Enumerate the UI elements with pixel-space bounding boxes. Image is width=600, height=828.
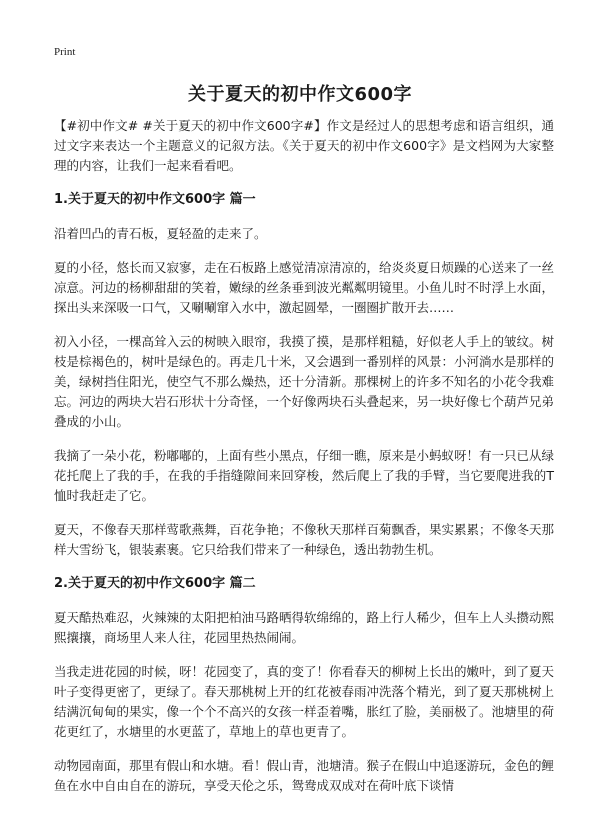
section-paragraph: 我摘了一朵小花，粉嘟嘟的，上面有些小黑点，仔细一瞧，原来是小蚂蚁呀！有一只已从绿花托爬上了我的手，在我的手指缝隙间来回穿梭，然后爬上了我的手臂，当它要爬进我的T恤时我赶走了它。 (54, 448, 555, 503)
section-paragraph: 夏天酷热难忍，火辣辣的太阳把柏油马路晒得软绵绵的，路上行人稀少，但车上人头攒动熙熙攘攘，商场里人来人往，花园里热热闹闹。 (54, 610, 555, 645)
article-body (54, 116, 554, 810)
section-2 (54, 574, 554, 796)
section-paragraph: 当我走进花园的时候，呀！花园变了，真的变了！你看春天的柳树上长出的嫩叶，到了夏天叶子变得更密了，更绿了。春天那桃树上开的红花被春雨冲洗落个精光，到了夏天那桃树上结满沉甸甸的果实，像一个个不高兴的女孩一样歪着嘴，胀红了脸，美丽极了。池塘里的荷花更红了，水塘里的水更蓝了，草地上的草也更青了。 (54, 664, 555, 739)
section-paragraph: 初入小径，一棵高耸入云的树映入眼帘，我摸了摸，是那样粗糙，好似老人手上的皱纹。树枝是棕褐色的，树叶是绿色的。再走几十米，又会遇到一番别样的风景：小河淌水是那样的美，绿树挡住阳光，使空气不那么燥热，还十分清新。那棵树上的许多不知名的小花令我难忘。河边的两块大岩石形状十分奇怪，一个好像两块石头叠起来，另一块好像七个葫芦兄弟叠成的小山。 (54, 334, 555, 429)
section-paragraph: 夏天，不像春天那样莺歌燕舞，百花争艳；不像秋天那样百菊飘香，果实累累；不像冬天那样大雪纷飞，银装素裹。它只给我们带来了一种绿色，透出勃勃生机。 (54, 522, 555, 557)
section-heading: 1.关于夏天的初中作文600字 篇一 (54, 192, 256, 207)
intro-paragraph: 【#初中作文# #关于夏天的初中作文600字#】作文是经过人的思想考虑和语言组织，通过文字来表达一个主题意义的记叙方法。《关于夏天的初中作文600字》是文档网为大家整理的内容，让我们一起来看看吧。 (54, 118, 554, 173)
section-heading: 2.关于夏天的初中作文600字 篇二 (54, 576, 256, 591)
print-link[interactable]: Print (54, 46, 76, 58)
page-title: 关于夏天的初中作文600字 (187, 84, 413, 105)
section-1 (54, 190, 554, 560)
section-paragraph: 夏的小径，悠长而又寂寥，走在石板路上感觉清凉清凉的，给炎炎夏日烦躁的心送来了一丝凉意。河边的杨柳甜甜的笑着，嫩绿的丝条垂到波光粼粼明镜里。小鱼儿时不时浮上水面，探出头来深吸一口气，又唰唰窜入水中，激起圆晕，一圈圈扩散开去…… (54, 260, 555, 315)
section-paragraph: 沿着凹凸的青石板，夏轻盈的走来了。 (54, 226, 267, 241)
section-paragraph: 动物园南面，那里有假山和水塘。看！假山青，池塘清。猴子在假山中追逐游玩，金色的鲤鱼在水中自由自在的游玩，享受天伦之乐，鸳鸯成双成对在荷叶底下谈情 (54, 758, 555, 793)
